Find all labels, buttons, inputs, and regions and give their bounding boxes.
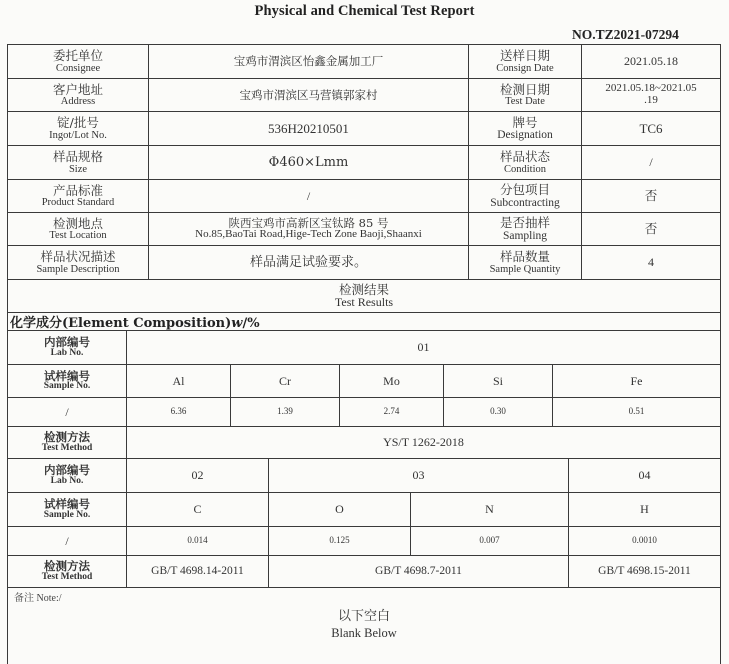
address-value-cell bbox=[149, 79, 468, 111]
test-results-heading bbox=[8, 280, 720, 312]
ingot-value-cell bbox=[149, 112, 468, 145]
values-row-label-2 bbox=[8, 527, 126, 555]
test-method-label-cn-2: 检测方法 bbox=[44, 559, 90, 574]
sampling-label-en: Sampling bbox=[502, 229, 548, 242]
condition-value-cell bbox=[582, 146, 720, 179]
designation-label-en: Designation bbox=[497, 129, 553, 142]
description-label-cn: 样品状况描述 bbox=[40, 249, 116, 265]
quantity-label bbox=[469, 246, 581, 279]
condition-label bbox=[469, 146, 581, 179]
value-al-cell bbox=[127, 398, 230, 426]
lab-no-label-cn: 内部编号 bbox=[44, 335, 90, 350]
element-h-cell bbox=[569, 493, 720, 526]
lab-no-01: 01 bbox=[417, 340, 430, 355]
values-row-label bbox=[8, 398, 126, 426]
test-method-04: GB/T 4698.15-2011 bbox=[598, 565, 691, 578]
size-label-en: Size bbox=[68, 163, 88, 175]
location-label-en: Test Location bbox=[49, 230, 107, 242]
description-label bbox=[8, 246, 148, 279]
element-fe: Fe bbox=[630, 373, 643, 388]
element-cr-cell bbox=[231, 365, 339, 397]
ingot-value: 536H20210501 bbox=[268, 120, 349, 136]
test-method-label-en-2: Test Method bbox=[41, 571, 93, 582]
value-c: 0.014 bbox=[187, 535, 208, 546]
test-date-label bbox=[469, 79, 581, 111]
element-o-cell bbox=[269, 493, 410, 526]
test-method-1-cell bbox=[127, 427, 720, 458]
note-label: 备注 Note:/ bbox=[14, 593, 62, 604]
values-row-slash: / bbox=[65, 404, 69, 419]
size-value-cell bbox=[149, 146, 468, 179]
test-method-02-cell bbox=[127, 556, 268, 587]
test-method-label-2 bbox=[8, 556, 126, 587]
lab-no-03: 03 bbox=[412, 468, 425, 483]
element-n: N bbox=[485, 502, 494, 517]
quantity-value-cell bbox=[582, 246, 720, 279]
address-label-cn: 客户地址 bbox=[52, 81, 103, 97]
blank-below-en: Blank Below bbox=[331, 626, 397, 641]
test-date-value-line1: 2021.05.18~2021.05 bbox=[605, 82, 697, 95]
value-fe-cell bbox=[553, 398, 720, 426]
lab-no-label-2 bbox=[8, 459, 126, 492]
description-value-cell bbox=[149, 246, 468, 279]
size-label bbox=[8, 146, 148, 179]
lab-no-04-cell bbox=[569, 459, 720, 492]
lab-no-label-en: Lab No. bbox=[50, 347, 84, 358]
condition-value: / bbox=[649, 155, 653, 170]
test-method-04-cell bbox=[569, 556, 720, 587]
value-n-cell bbox=[411, 527, 568, 555]
value-n: 0.007 bbox=[479, 535, 500, 546]
sample-no-label-en: Sample No. bbox=[43, 381, 91, 392]
sample-no-label-cn: 试样编号 bbox=[44, 368, 90, 383]
value-si-cell bbox=[444, 398, 552, 426]
address-label-en: Address bbox=[60, 96, 96, 108]
blank-below bbox=[8, 600, 720, 650]
lab-no-02-cell bbox=[127, 459, 268, 492]
test-results-en: Test Results bbox=[334, 295, 394, 310]
lab-no-label-cn-2: 内部编号 bbox=[44, 463, 90, 478]
sampling-value: 否 bbox=[644, 221, 658, 237]
designation-label bbox=[469, 112, 581, 145]
element-fe-cell bbox=[553, 365, 720, 397]
values-row-slash-2: / bbox=[65, 533, 69, 548]
location-label bbox=[8, 213, 148, 245]
test-date-value-line2: .19 bbox=[644, 94, 658, 106]
ingot-label-en: Ingot/Lot No. bbox=[49, 129, 107, 141]
subcontract-label-cn: 分包项目 bbox=[499, 182, 550, 198]
blank-below-cn: 以下空白 bbox=[337, 608, 390, 624]
element-c-cell bbox=[127, 493, 268, 526]
consign-date-label-cn: 送样日期 bbox=[499, 48, 550, 64]
sample-no-label-en-2: Sample No. bbox=[43, 509, 91, 520]
lab-no-01-cell bbox=[127, 331, 720, 364]
lab-no-03-cell bbox=[269, 459, 568, 492]
subcontract-value: 否 bbox=[644, 188, 658, 204]
sample-no-label-2 bbox=[8, 493, 126, 526]
element-al: Al bbox=[172, 373, 185, 388]
standard-label-en: Product Standard bbox=[41, 197, 115, 209]
consignee-label-cn: 委托单位 bbox=[52, 48, 103, 64]
lab-no-label-en-2: Lab No. bbox=[50, 475, 84, 486]
sampling-label-cn: 是否抽样 bbox=[499, 215, 550, 231]
consign-date-label-en: Consign Date bbox=[496, 62, 554, 74]
test-method-03-cell bbox=[269, 556, 568, 587]
value-o-cell bbox=[269, 527, 410, 555]
description-label-en: Sample Description bbox=[36, 263, 120, 275]
value-cr: 1.39 bbox=[277, 406, 293, 417]
test-method-1: YS/T 1262-2018 bbox=[383, 435, 464, 450]
ingot-label bbox=[8, 112, 148, 145]
designation-value-cell bbox=[582, 112, 720, 145]
size-value: Φ460×Lmm bbox=[268, 154, 349, 170]
element-mo-cell bbox=[340, 365, 443, 397]
lab-no-04: 04 bbox=[638, 468, 651, 483]
value-mo: 2.74 bbox=[383, 406, 400, 417]
test-method-03: GB/T 4698.7-2011 bbox=[375, 565, 462, 578]
value-h: 0.0010 bbox=[632, 535, 657, 546]
address-value: 宝鸡市渭滨区马营镇郭家村 bbox=[239, 87, 378, 102]
standard-value-cell bbox=[149, 180, 468, 212]
composition-heading-text: 化学成分(Element Composition) bbox=[10, 316, 232, 331]
element-si-cell bbox=[444, 365, 552, 397]
location-value-cn: 陕西宝鸡市高新区宝钛路 85 号 bbox=[228, 216, 389, 231]
condition-label-cn: 样品状态 bbox=[499, 149, 550, 165]
test-method-label-en-1: Test Method bbox=[41, 442, 93, 453]
sampling-value-cell bbox=[582, 213, 720, 245]
address-label bbox=[8, 79, 148, 111]
report-title: Physical and Chemical Test Report bbox=[254, 3, 475, 19]
consignee-value: 宝鸡市渭滨区怡鑫金属加工厂 bbox=[233, 54, 384, 69]
element-o: O bbox=[335, 502, 344, 517]
test-results-cn: 检测结果 bbox=[338, 282, 389, 298]
value-h-cell bbox=[569, 527, 720, 555]
value-cr-cell bbox=[231, 398, 339, 426]
lab-no-label bbox=[8, 331, 126, 364]
consignee-value-cell bbox=[149, 45, 468, 78]
element-mo: Mo bbox=[383, 373, 400, 388]
consignee-label bbox=[8, 45, 148, 78]
designation-value: TC6 bbox=[639, 120, 663, 136]
size-label-cn: 样品规格 bbox=[52, 149, 103, 165]
consign-date-value-cell bbox=[582, 45, 720, 78]
standard-value: / bbox=[306, 188, 311, 203]
test-date-label-cn: 检测日期 bbox=[499, 81, 550, 97]
value-fe: 0.51 bbox=[628, 406, 645, 417]
value-si: 0.30 bbox=[490, 406, 506, 417]
ingot-label-cn: 锭/批号 bbox=[57, 115, 99, 131]
condition-label-en: Condition bbox=[503, 163, 546, 175]
subcontract-value-cell bbox=[582, 180, 720, 212]
sample-no-label-cn-2: 试样编号 bbox=[44, 497, 90, 512]
standard-label-cn: 产品标准 bbox=[52, 182, 103, 198]
quantity-label-en: Sample Quantity bbox=[489, 263, 561, 275]
element-si: Si bbox=[492, 373, 503, 388]
element-al-cell bbox=[127, 365, 230, 397]
test-method-label-cn-1: 检测方法 bbox=[44, 430, 90, 445]
consignee-label-en: Consignee bbox=[55, 62, 101, 74]
lab-no-02: 02 bbox=[191, 468, 204, 483]
location-value-cell bbox=[149, 213, 468, 245]
designation-label-cn: 牌号 bbox=[512, 114, 538, 130]
value-o: 0.125 bbox=[329, 535, 350, 546]
element-cr: Cr bbox=[279, 373, 291, 388]
standard-label bbox=[8, 180, 148, 212]
quantity-label-cn: 样品数量 bbox=[499, 249, 550, 265]
description-value: 样品满足试验要求。 bbox=[249, 254, 367, 270]
element-n-cell bbox=[411, 493, 568, 526]
element-h: H bbox=[640, 502, 649, 517]
consign-date-label bbox=[469, 45, 581, 78]
value-al: 6.36 bbox=[170, 406, 187, 417]
subcontract-label-en: Subcontracting bbox=[490, 196, 560, 209]
sample-no-label bbox=[8, 365, 126, 397]
value-mo-cell bbox=[340, 398, 443, 426]
element-c: C bbox=[193, 502, 202, 517]
location-value-en: No.85,BaoTai Road,Hige-Tech Zone Baoji,Shaanxi bbox=[195, 228, 422, 241]
consign-date-value: 2021.05.18 bbox=[624, 54, 678, 69]
subcontract-label bbox=[469, 180, 581, 212]
test-method-02: GB/T 4698.14-2011 bbox=[151, 565, 244, 578]
test-date-label-en: Test Date bbox=[505, 96, 545, 108]
report-number: NO.TZ2021-07294 bbox=[572, 27, 679, 42]
test-date-value-cell bbox=[582, 79, 720, 111]
composition-heading-unit: /% bbox=[242, 316, 260, 331]
composition-heading-var: w bbox=[231, 316, 243, 331]
test-method-label-1 bbox=[8, 427, 126, 458]
location-label-cn: 检测地点 bbox=[52, 215, 103, 231]
value-c-cell bbox=[127, 527, 268, 555]
sampling-label bbox=[469, 213, 581, 245]
quantity-value: 4 bbox=[648, 255, 654, 270]
composition-heading bbox=[10, 312, 260, 331]
